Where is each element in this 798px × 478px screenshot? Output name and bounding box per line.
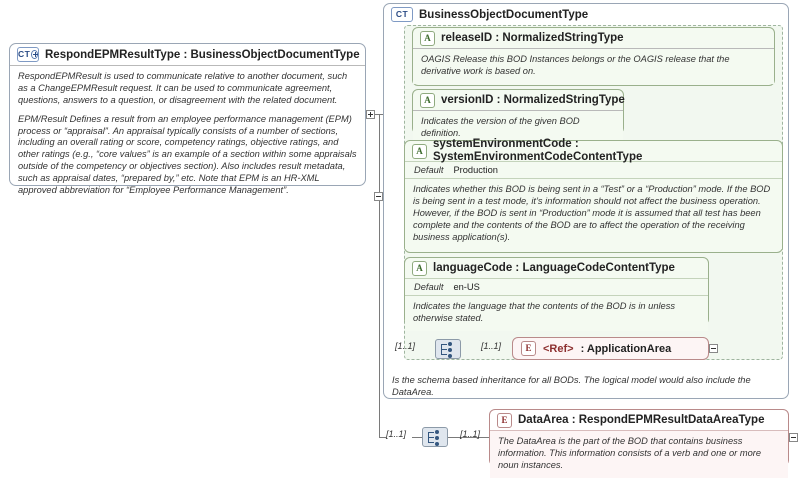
element-icon: E <box>521 341 536 356</box>
root-type-header <box>10 44 365 66</box>
seq-dot <box>448 354 452 358</box>
sequence-connector-icon[interactable] <box>422 427 448 447</box>
attribute-systemEnvironmentCode-description: Indicates whether this BOD is being sent in a “Test” or a “Production” mode. If the BOD is being sent in a test mode, it’s information should not affect the business operation. However, if the BOD is sent in “Production” mode it is assumed that all test has been complete and the contents of the BOD are to affect the operation of the receiving business application(s). <box>405 179 782 249</box>
seq-dot <box>435 436 439 440</box>
connector-line <box>379 437 386 438</box>
expand-collapse-icon[interactable] <box>374 192 383 201</box>
attribute-icon: A <box>412 144 427 159</box>
root-type-paragraph-1: RespondEPMResult is used to communicate relative to another document, such as a ChangeEPMResult request. It can be used to communicate agreement, questions, answers to a question, or disagreement with the related document. <box>18 71 348 105</box>
root-type-description <box>10 66 365 203</box>
seq-dot <box>435 430 439 434</box>
seq-bar <box>428 442 434 443</box>
attribute-versionID-title: versionID : NormalizedStringType <box>441 94 625 106</box>
element-icon: E <box>497 413 512 428</box>
attribute-icon: A <box>420 31 435 46</box>
seq-bar <box>441 344 447 345</box>
root-type-box[interactable] <box>9 43 366 196</box>
default-value: en-US <box>453 282 480 292</box>
default-label: Default <box>414 282 444 292</box>
cardinality-application-area-right: [1..1] <box>481 341 502 351</box>
cardinality-data-area-left: [1..1] <box>386 429 407 439</box>
default-value: Production <box>453 165 498 175</box>
expand-collapse-icon[interactable] <box>366 110 375 119</box>
container-header <box>384 4 788 25</box>
attribute-releaseID-description: OAGIS Release this BOD Instances belongs or the OAGIS release that the derivative work is based on. <box>413 49 774 84</box>
attribute-versionID-description: Indicates the version of the given BOD definition. <box>413 111 623 146</box>
sequence-connector-icon[interactable] <box>435 339 461 359</box>
seq-bar <box>441 354 447 355</box>
ref-type-label: : ApplicationArea <box>580 342 672 355</box>
seq-bar <box>441 349 447 350</box>
cardinality-data-area-right: [1..1] <box>460 429 481 439</box>
element-application-area-ref[interactable] <box>512 337 709 360</box>
seq-bar <box>428 437 434 438</box>
schema-inheritance-note: Is the schema based inheritance for all BODs. The logical model would also include the DataArea. <box>392 375 751 398</box>
attribute-languageCode-title: languageCode : LanguageCodeContentType <box>433 262 675 274</box>
seq-bar <box>428 432 434 433</box>
attribute-systemEnvironmentCode-title: systemEnvironmentCode : SystemEnvironmentCodeContentType <box>433 137 643 163</box>
attribute-systemEnvironmentCode-header <box>405 137 782 163</box>
root-type-paragraph-2: EPM/Result Defines a result from an employee performance management (EPM) process or “appraisal”. An appraisal typically consists of a number of sections, including an overall rating or score, competency ratings, objective ratings, and other ratings (e.g., “core values” is an example of a section within some appraisals outside of the competency or objectives section). Also includes result metadata, such as appraisal dates, “prepared by,” etc. Note that EPM is an HR-XML approved abbreviation for “Employee Performance Management”. <box>18 113 357 196</box>
expand-collapse-icon[interactable] <box>789 433 798 442</box>
ref-label: <Ref> <box>543 342 574 355</box>
container-title: BusinessObjectDocumentType <box>419 8 589 21</box>
attribute-icon: A <box>420 93 435 108</box>
plus-icon <box>31 50 38 59</box>
element-application-area-header <box>513 338 708 359</box>
attribute-languageCode-description: Indicates the language that the contents of the BOD is in unless otherwise stated. <box>405 296 708 331</box>
connector-line <box>412 437 422 438</box>
cardinality-application-area-left: [1..1] <box>395 341 416 351</box>
attribute-releaseID-header <box>413 28 774 48</box>
element-data-area-title: DataArea : RespondEPMResultDataAreaType <box>518 414 765 426</box>
ct-text: CT <box>18 49 31 60</box>
attribute-languageCode[interactable] <box>404 257 709 325</box>
complex-type-icon <box>391 7 413 22</box>
seq-dot <box>435 442 439 446</box>
expand-collapse-icon[interactable] <box>709 344 718 353</box>
element-data-area[interactable] <box>489 409 789 470</box>
seq-dot <box>448 348 452 352</box>
default-label: Default <box>414 165 444 175</box>
connector-line <box>379 114 380 196</box>
seq-dot <box>448 342 452 346</box>
attribute-languageCode-default <box>405 278 708 296</box>
attribute-releaseID-title: releaseID : NormalizedStringType <box>441 32 624 44</box>
attribute-versionID[interactable] <box>412 89 625 138</box>
ct-text: CT <box>395 9 409 20</box>
attribute-languageCode-header <box>405 258 708 278</box>
attribute-systemEnvironmentCode[interactable] <box>404 137 783 253</box>
attribute-icon: A <box>412 261 427 276</box>
element-data-area-header <box>490 410 788 431</box>
complex-type-expand-icon[interactable] <box>17 47 39 62</box>
root-type-title: RespondEPMResultType : BusinessObjectDocumentType <box>45 48 360 61</box>
attribute-releaseID[interactable] <box>412 27 775 86</box>
attribute-versionID-header <box>413 90 623 110</box>
connector-line <box>379 196 380 437</box>
element-data-area-description: The DataArea is the part of the BOD that contains business information. This information consists of a verb and one or more noun instances. <box>490 431 788 478</box>
